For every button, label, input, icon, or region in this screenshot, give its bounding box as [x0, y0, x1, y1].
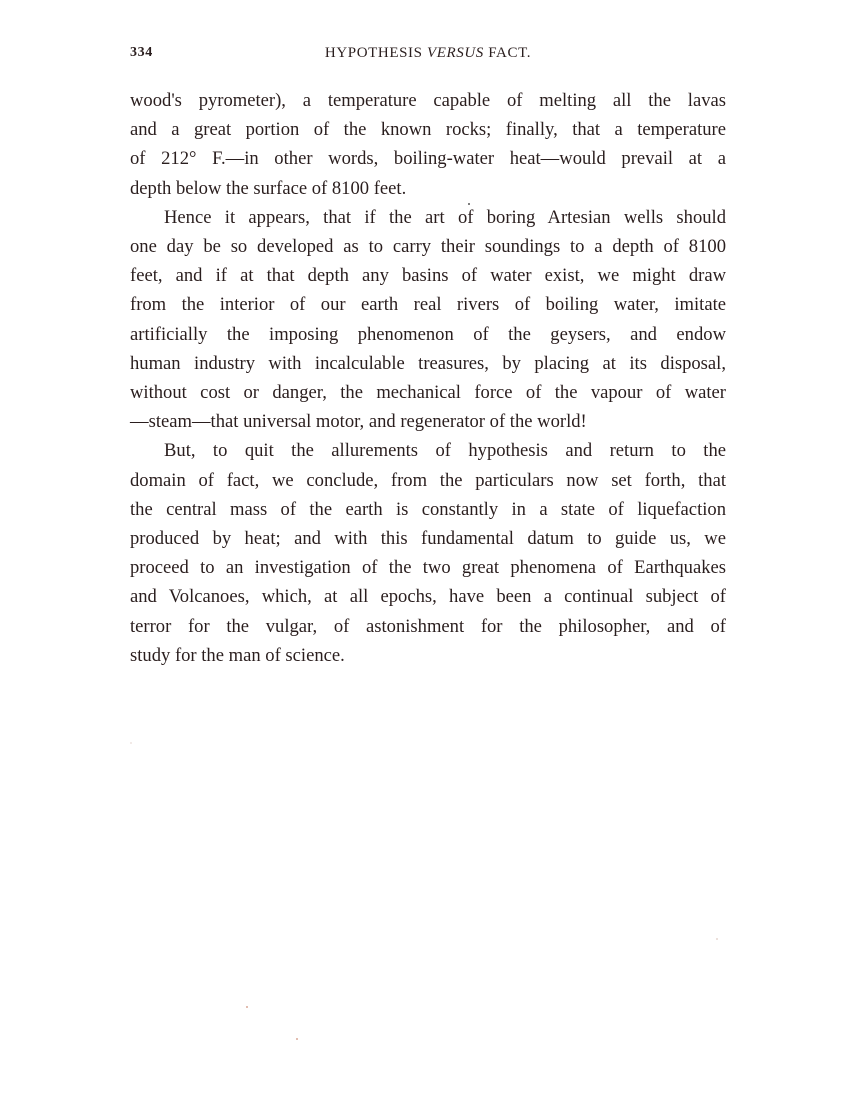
paper-speck	[130, 742, 132, 744]
page-number: 334	[130, 45, 153, 60]
text-line: without cost or danger, the mechanical force of the vapour of water	[130, 382, 726, 404]
paragraph-1	[130, 86, 726, 203]
text-line: and Volcanoes, which, at all epochs, have been a continual subject of	[130, 586, 726, 608]
text-line: —steam—that universal motor, and regenerator of the world!	[130, 411, 587, 433]
paragraph-2	[130, 203, 726, 437]
text-line: domain of fact, we conclude, from the particulars now set forth, that	[130, 469, 726, 491]
text-line: But, to quit the allurements of hypothesis and return to the	[164, 440, 726, 462]
paper-speck	[468, 203, 470, 205]
running-title-italic: VERSUS	[426, 45, 484, 61]
text-line: one day be so developed as to carry their soundings to a depth of 8100	[130, 236, 726, 258]
text-line: produced by heat; and with this fundamental datum to guide us, we	[130, 528, 726, 550]
text-line: terror for the vulgar, of astonishment for the philosopher, and of	[130, 615, 726, 637]
paper-speck	[296, 1038, 298, 1040]
text-line: artificially the imposing phenomenon of the geysers, and endow	[130, 323, 726, 345]
text-line: of 212° F.—in other words, boiling-water heat—would prevail at a	[130, 148, 726, 170]
text-line: the central mass of the earth is constantly in a state of liquefaction	[130, 498, 726, 520]
text-line: wood's pyrometer), a temperature capable of melting all the lavas	[130, 90, 726, 111]
running-header	[130, 45, 726, 69]
text-line: feet, and if at that depth any basins of water exist, we might draw	[130, 265, 726, 287]
running-title	[130, 45, 726, 62]
running-title-part1: HYPOTHESIS	[324, 45, 427, 61]
text-line: study for the man of science.	[130, 644, 345, 666]
paper-speck	[716, 938, 718, 940]
text-line: and a great portion of the known rocks; finally, that a temperature	[130, 119, 726, 141]
text-line: from the interior of our earth real rivers of boiling water, imitate	[130, 294, 726, 316]
text-line: proceed to an investigation of the two great phenomena of Earthquakes	[130, 557, 726, 579]
paper-speck	[246, 1006, 248, 1008]
text-line: human industry with incalculable treasures, by placing at its disposal,	[130, 352, 726, 374]
running-title-part2: FACT.	[483, 45, 532, 61]
paragraph-3	[130, 436, 726, 670]
body-text	[130, 86, 726, 670]
text-line: Hence it appears, that if the art of boring Artesian wells should	[164, 206, 726, 228]
text-line: depth below the surface of 8100 feet.	[130, 177, 407, 199]
